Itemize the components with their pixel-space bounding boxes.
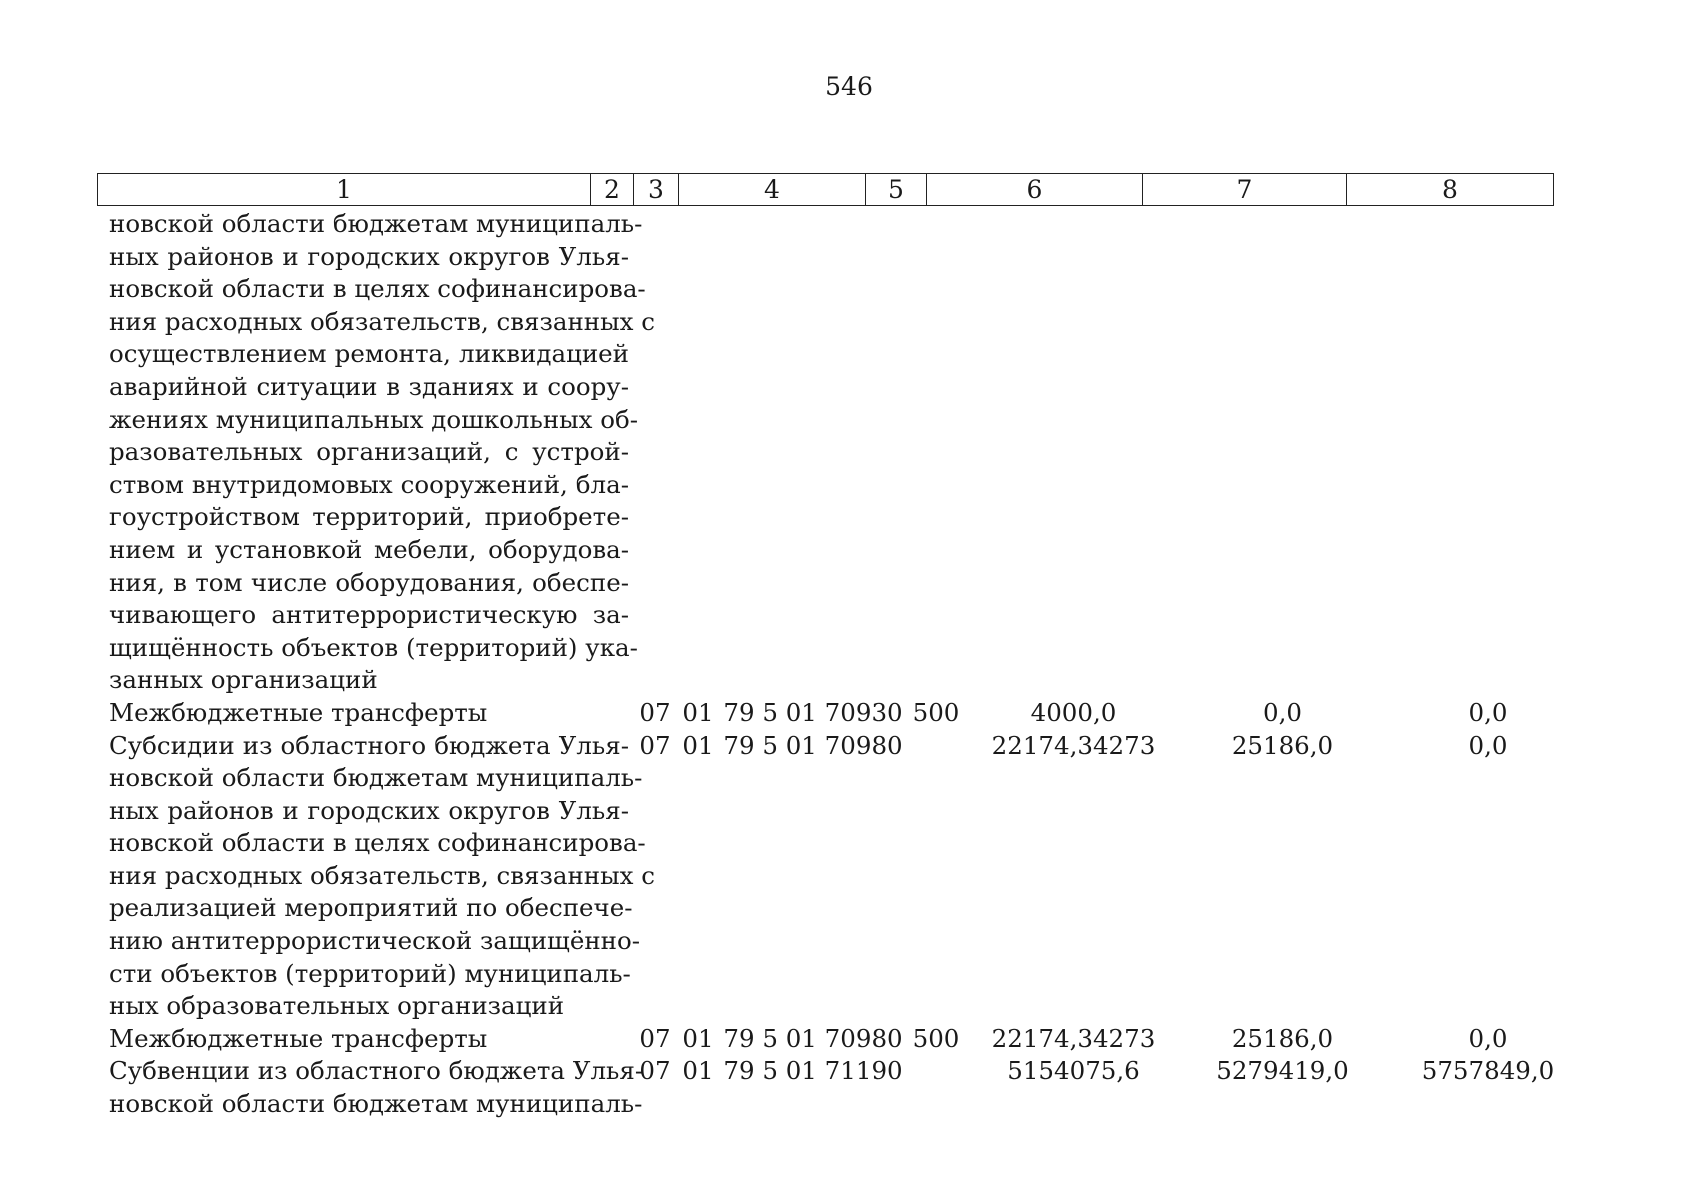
description-line: гоустройством территорий, приобрете-: [109, 502, 629, 532]
table-row: [97, 1055, 1597, 1120]
table-row: [97, 1023, 1597, 1056]
table-body: [97, 208, 1597, 1121]
cell-section: 07: [639, 1056, 671, 1086]
table-row: [97, 730, 1597, 1023]
table-header: [97, 173, 1554, 206]
description-line: ных образовательных организаций: [109, 991, 565, 1021]
cell-amount-year-1: 4000,0: [1030, 697, 1117, 727]
description-line: осуществлением ремонта, ликвидацией: [109, 339, 629, 369]
cell-target-article: 79 5 01 70930: [723, 697, 903, 727]
table-row: [97, 208, 1597, 697]
cell-amount-year-3: 5757849,0: [1421, 1056, 1555, 1086]
cell-subsection: 01: [682, 697, 714, 727]
description-line: ния расходных обязательств, связанных с: [109, 306, 655, 336]
description-line: реализацией мероприятий по обеспече-: [109, 893, 633, 923]
cell-subsection: 01: [682, 730, 714, 760]
page-number: 546: [825, 72, 873, 101]
cell-expense-type: 500: [912, 1023, 960, 1053]
description-line: новской области бюджетам муниципаль-: [109, 209, 643, 238]
cell-subsection: 01: [682, 1056, 714, 1086]
cell-section: 07: [639, 730, 671, 760]
cell-amount-year-1: 22174,34273: [991, 1023, 1156, 1053]
cell-amount-year-2: 0,0: [1263, 697, 1302, 727]
cell-amount-year-1: 5154075,6: [1007, 1056, 1140, 1086]
cell-target-article: 79 5 01 70980: [723, 1023, 903, 1053]
cell-section: 07: [639, 697, 671, 727]
description-line: Межбюджетные трансферты: [109, 1023, 488, 1053]
cell-expense-type: 500: [912, 697, 960, 727]
cell-amount-year-2: 25186,0: [1231, 730, 1334, 760]
description-line: нием и установкой мебели, оборудова-: [109, 534, 629, 564]
column-header-1: 1: [98, 174, 591, 206]
description-line: ных районов и городских округов Улья-: [109, 795, 629, 825]
description-line: ных районов и городских округов Улья-: [109, 241, 629, 271]
description-line: жениях муниципальных дошкольных об-: [109, 404, 639, 434]
description-line: новской области в целях софинансирова-: [109, 828, 646, 858]
description-line: сти объектов (территорий) муниципаль-: [109, 958, 631, 988]
description-line: Межбюджетные трансферты: [109, 697, 488, 727]
cell-amount-year-3: 0,0: [1468, 730, 1508, 760]
table-row: [97, 697, 1597, 730]
column-header-5: 5: [866, 174, 927, 206]
column-header-2: 2: [591, 174, 634, 206]
column-header-6: 6: [927, 174, 1143, 206]
description-line: ством внутридомовых сооружений, бла-: [109, 469, 629, 499]
description-line: занных организаций: [109, 665, 378, 695]
cell-description: [109, 208, 655, 697]
column-header-3: 3: [634, 174, 679, 206]
cell-amount-year-2: 5279419,0: [1216, 1056, 1349, 1086]
description-line: чивающего антитеррористическую за-: [109, 600, 629, 630]
column-header-8: 8: [1347, 174, 1554, 206]
description-line: аварийной ситуации в зданиях и соору-: [109, 371, 629, 401]
description-line: ния расходных обязательств, связанных с: [109, 860, 655, 890]
cell-amount-year-3: 0,0: [1468, 697, 1508, 727]
cell-amount-year-1: 22174,34273: [991, 730, 1156, 760]
description-line: Субвенции из областного бюджета Улья-: [109, 1056, 644, 1086]
description-line: новской области бюджетам муниципаль-: [109, 763, 643, 793]
description-line: Субсидии из областного бюджета Улья-: [109, 730, 629, 760]
cell-target-article: 79 5 01 70980: [723, 730, 903, 760]
cell-target-article: 79 5 01 71190: [723, 1056, 903, 1086]
description-line: новской области в целях софинансирова-: [109, 274, 646, 304]
column-header-4: 4: [679, 174, 866, 206]
cell-section: 07: [639, 1023, 671, 1053]
description-line: новской области бюджетам муниципаль-: [109, 1089, 643, 1119]
description-line: разовательных организаций, с устрой-: [109, 437, 629, 467]
cell-amount-year-3: 0,0: [1468, 1023, 1508, 1053]
column-header-7: 7: [1143, 174, 1347, 206]
cell-amount-year-2: 25186,0: [1231, 1023, 1334, 1053]
description-line: ния, в том числе оборудования, обеспе-: [109, 567, 629, 597]
description-line: щищённость объектов (территорий) ука-: [109, 632, 638, 662]
description-line: нию антитеррористической защищённо-: [109, 926, 641, 956]
cell-subsection: 01: [682, 1023, 714, 1053]
